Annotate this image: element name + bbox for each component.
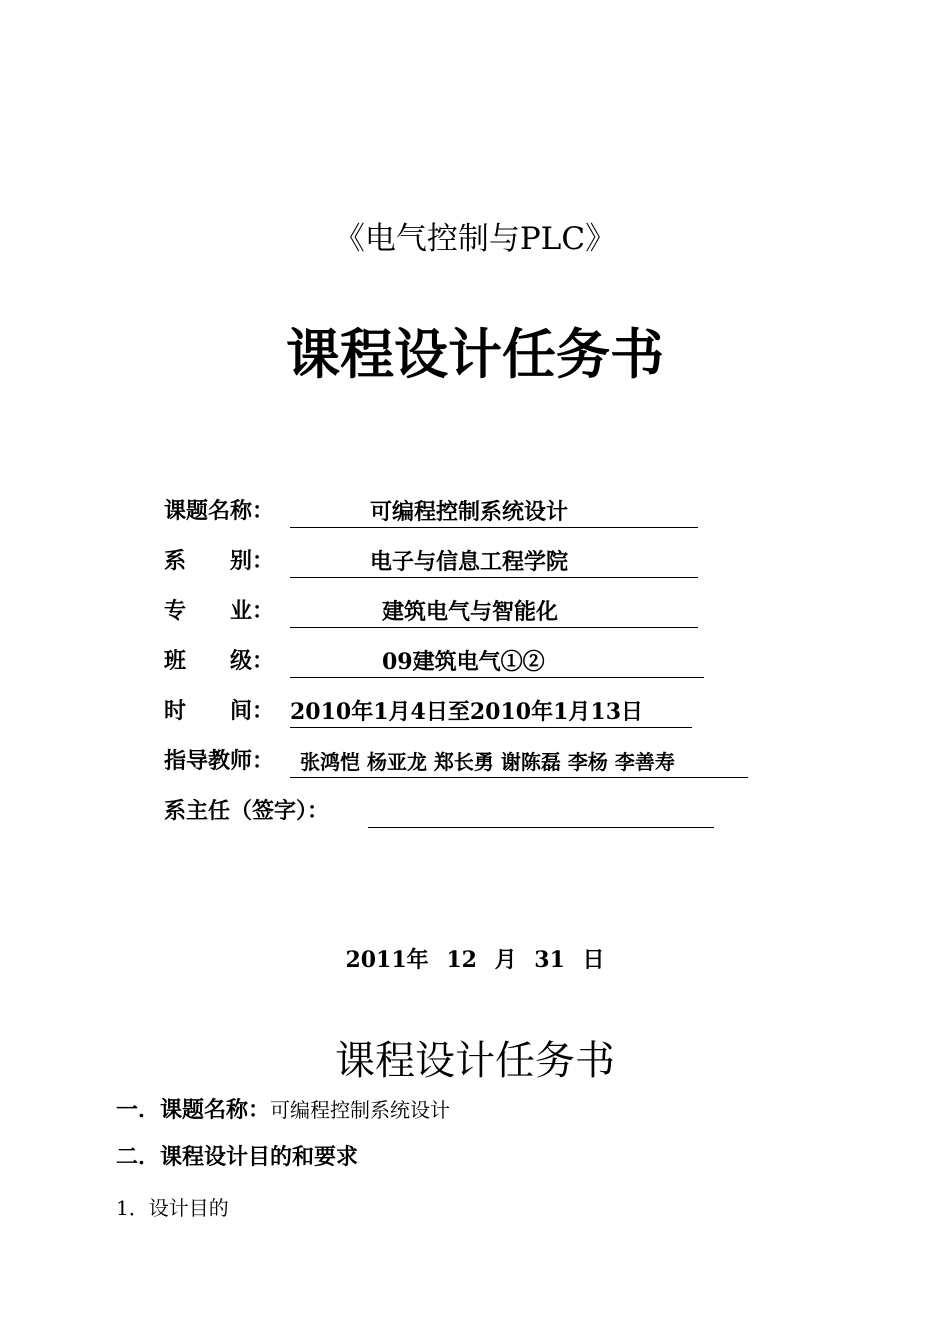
head-row xyxy=(164,793,784,831)
item1-value: 可编程控制系统设计 xyxy=(270,1098,451,1122)
major-value: 建筑电气与智能化 xyxy=(382,599,559,625)
cover-title: 课程设计任务书 xyxy=(286,323,664,386)
item1-line xyxy=(116,1092,450,1129)
time-label: 时 间： xyxy=(164,699,275,724)
head-signature-field xyxy=(368,793,714,828)
class-row xyxy=(164,643,784,681)
time-value: 2010年1月4日至2010年1月13日 xyxy=(290,699,643,725)
dept-value: 电子与信息工程学院 xyxy=(370,549,569,575)
major-field xyxy=(290,593,698,628)
class-label: 班 级： xyxy=(164,649,275,674)
dept-row xyxy=(164,543,784,581)
item1-label: 一．课题名称： xyxy=(116,1098,271,1123)
dept-label: 系 别： xyxy=(164,549,275,574)
time-row xyxy=(164,693,784,731)
topic-field xyxy=(290,493,698,528)
cover-subtitle: 《电气控制与PLC》 xyxy=(333,221,617,257)
sub1-heading: 1．设计目的 xyxy=(116,1196,229,1220)
item2-heading: 二．课程设计目的和要求 xyxy=(116,1145,359,1170)
time-field xyxy=(290,693,692,728)
advisor-value: 张鸿恺 杨亚龙 郑长勇 谢陈磊 李杨 李善寿 xyxy=(300,750,675,774)
advisor-label: 指导教师： xyxy=(164,749,275,774)
advisor-row xyxy=(164,743,784,781)
advisor-field xyxy=(290,743,748,778)
major-row xyxy=(164,593,784,631)
class-field xyxy=(290,643,704,678)
class-value: 09建筑电气①② xyxy=(382,649,545,675)
topic-value: 可编程控制系统设计 xyxy=(370,499,569,525)
dept-field xyxy=(290,543,698,578)
topic-label: 课题名称： xyxy=(164,499,275,524)
head-label: 系主任（签字）： xyxy=(164,799,330,824)
topic-row xyxy=(164,493,784,531)
content-heading: 课程设计任务书 xyxy=(335,1038,615,1084)
cover-date: 2011年 12 月 31 日 xyxy=(345,947,605,973)
major-label: 专 业： xyxy=(164,599,275,624)
